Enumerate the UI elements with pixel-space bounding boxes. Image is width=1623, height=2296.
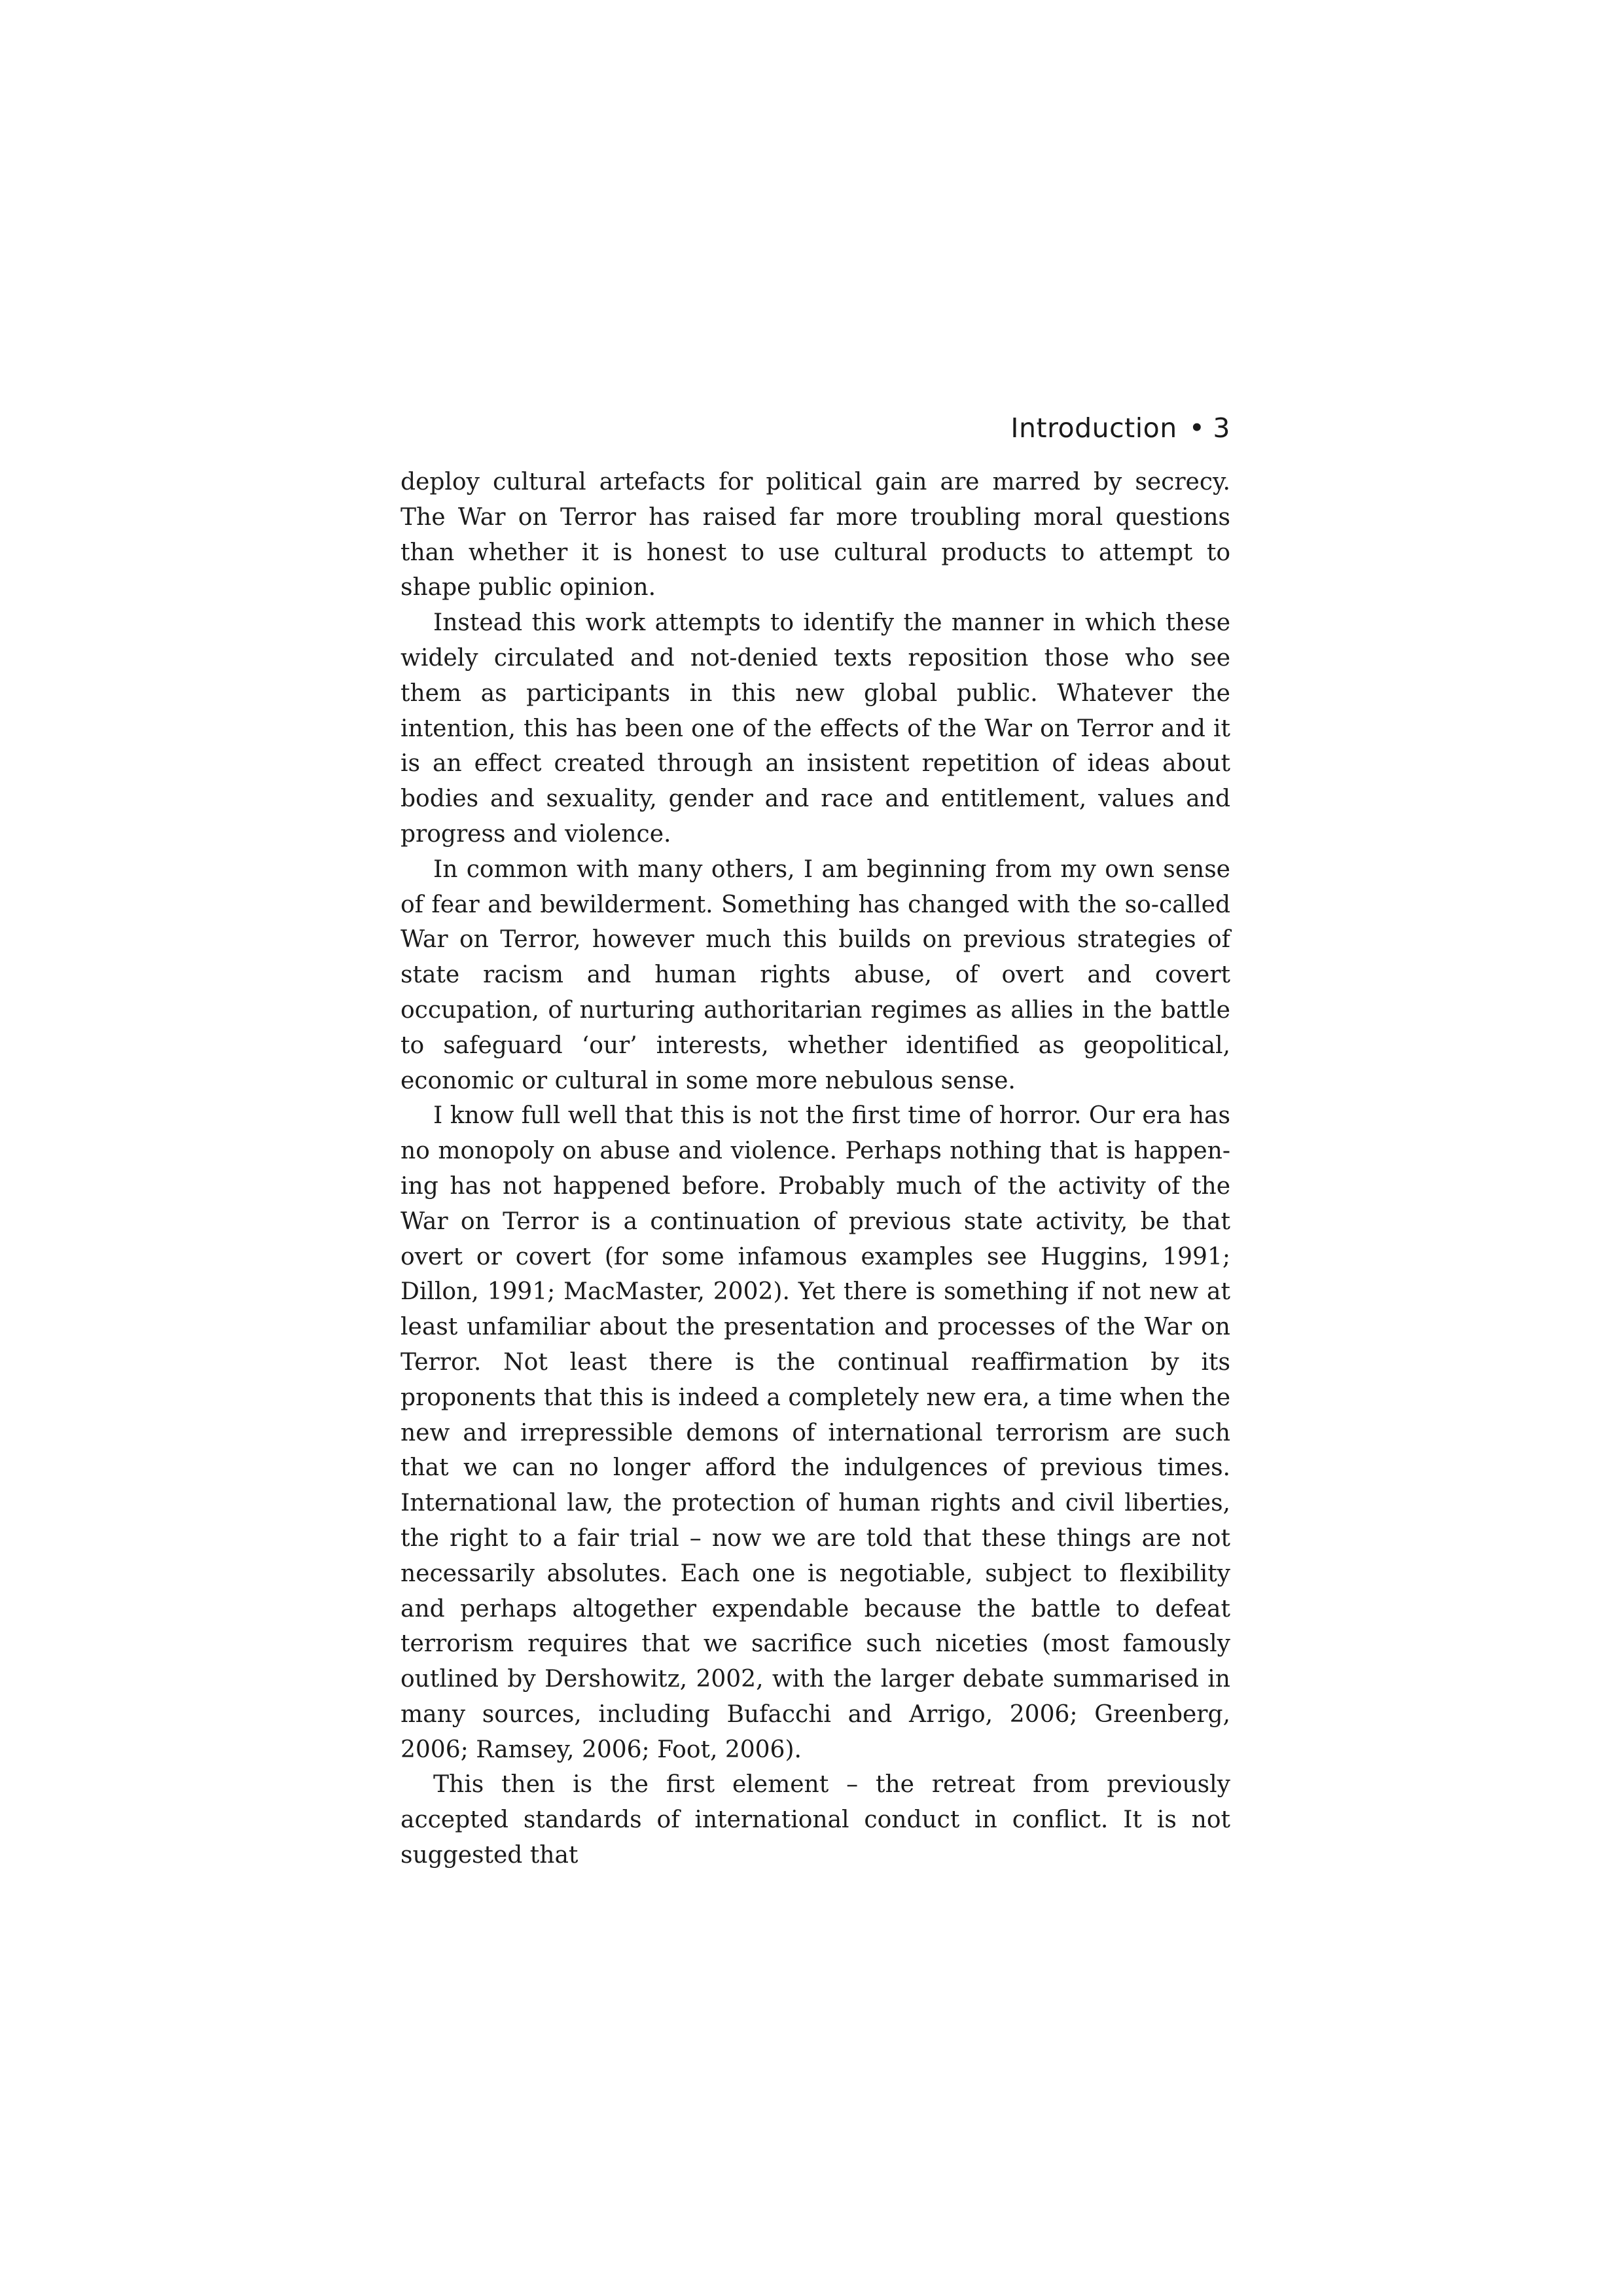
- paragraph: In common with many others, I am beginning from my own sense of fear and bewilderment. Something has changed with the so-called War on Terror, however much this builds on previous strategies of state racism and human rights abuse, of overt and covert occupation, of nurturing authoritarian regimes as allies in the battle to safeguard ‘our’ interests, whether identified as geopolitical, economic or cultural in some more nebulous sense.: [401, 855, 1230, 1094]
- paragraph: I know full well that this is not the first time of horror. Our era has no monopoly on abuse and violence. Perhaps nothing that is happening has not happened before. Probably much of the activity of the War on Terror is a continuation of previous state activity, be that overt or covert (for some infamous examples see Huggins, 1991; Dillon, 1991; MacMaster, 2002). Yet there is something if not new at least unfamiliar about the presentation and processes of the War on Terror. Not least there is the continual reaffirmation by its proponents that this is indeed a completely new era, a time when the new and irrepressible demons of international terrorism are such that we can no longer afford the indulgences of previous times. International law, the protection of human rights and civil liberties, the right to a fair trial – now we are told that these things are not necessarily absolutes. Each one is negotiable, subject to flexibility and perhaps altogether expendable because the battle to defeat terrorism requires that we sacrifice such niceties (most famously outlined by Dershowitz, 2002, with the larger debate summarised in many sources, including Bufacchi and Arrigo, 2006; Greenberg, 2006; Ramsey, 2006; Foot, 2006).: [401, 1102, 1230, 1763]
- body-text: [401, 465, 1230, 1873]
- page-number: 3: [1213, 412, 1230, 444]
- paragraph-continued: deploy cultural artefacts for political gain are marred by secrecy. The War on Terror has raised far more troubling moral questions than whether it is honest to use cultural products to attempt to shape public opinion.: [401, 469, 1230, 601]
- paragraph: Instead this work attempts to identify the manner in which these widely circulated and not-denied texts reposition those who see them as participants in this new global public. Whatever the intention, this has been one of the effects of the War on Terror and it is an effect created through an insistent repetition of ideas about bodies and sexuality, gender and race and entitlement, values and progress and violence.: [401, 609, 1230, 848]
- running-head: [401, 410, 1230, 446]
- section-title: Introduction: [1010, 412, 1177, 444]
- header-separator: •: [1188, 412, 1205, 444]
- paragraph: This then is the first element – the retreat from previously accepted standards of international conduct in conflict. It is not suggested that: [401, 1771, 1230, 1869]
